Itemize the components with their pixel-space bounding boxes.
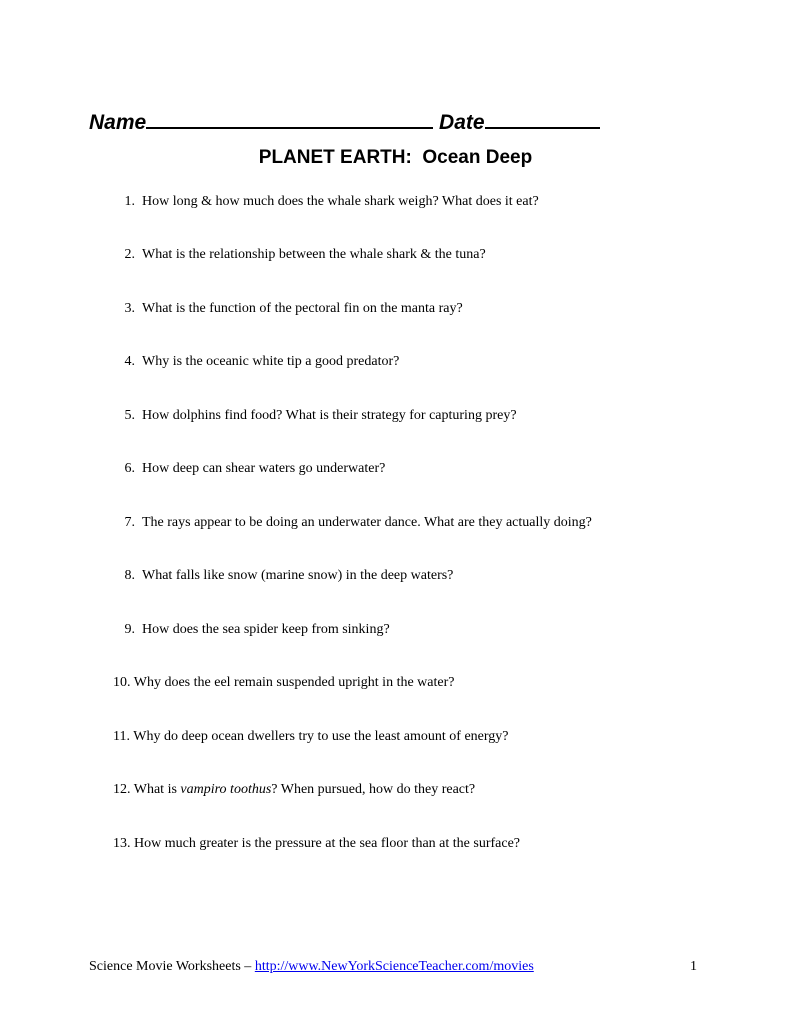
name-blank [146, 108, 433, 129]
question-text: Why does the eel remain suspended upright in the water? [133, 675, 455, 690]
question-number: 11. [113, 729, 130, 744]
question-5 [104, 409, 517, 423]
footer-link[interactable]: http://www.NewYorkScienceTeacher.com/movies [254, 959, 534, 974]
question-text: How does the sea spider keep from sinking? [142, 622, 390, 637]
date-label: Date [439, 111, 485, 134]
question-number: 8. [124, 568, 135, 583]
question-text: What falls like snow (marine snow) in the deep waters? [142, 568, 454, 583]
question-number: 10. [113, 675, 131, 690]
page-number: 1 [690, 959, 697, 974]
question-8 [104, 569, 453, 583]
footer [89, 960, 534, 974]
question-9 [104, 623, 390, 637]
question-text-end: ? When pursued, how do they react? [271, 782, 476, 797]
question-number: 7. [124, 515, 135, 530]
question-text: How dolphins find food? What is their strategy for capturing prey? [142, 408, 517, 423]
question-text: What is the function of the pectoral fin on the manta ray? [142, 301, 463, 316]
question-4 [104, 355, 399, 369]
question-1 [104, 195, 539, 209]
name-label: Name [89, 111, 147, 134]
question-6 [104, 462, 385, 476]
question-text: What is the relationship between the whale shark & the tuna? [142, 247, 486, 262]
question-number: 12. [113, 782, 131, 797]
question-number: 2. [124, 247, 135, 262]
page-title-text: PLANET EARTH: Ocean Deep [258, 147, 533, 168]
question-7 [104, 516, 592, 530]
question-number: 5. [124, 408, 135, 423]
question-number: 13. [113, 836, 131, 851]
question-number: 9. [124, 622, 135, 637]
question-text: How much greater is the pressure at the sea floor than at the surface? [134, 836, 521, 851]
question-12 [113, 783, 475, 797]
question-2 [104, 248, 486, 262]
question-number: 3. [124, 301, 135, 316]
question-number: 6. [124, 461, 135, 476]
date-blank [485, 108, 600, 129]
question-text-italic: vampiro toothus [180, 782, 272, 797]
question-number: 1. [124, 194, 135, 209]
question-13 [113, 837, 520, 851]
footer-label: Science Movie Worksheets – [89, 959, 255, 974]
question-10 [113, 676, 454, 690]
question-text: The rays appear to be doing an underwater dance. What are they actually doing? [142, 515, 592, 530]
name-date-line [89, 108, 600, 133]
question-text: How long & how much does the whale shark weigh? What does it eat? [142, 194, 539, 209]
question-3 [104, 302, 463, 316]
question-text: Why is the oceanic white tip a good predator? [142, 354, 400, 369]
page-title [0, 148, 791, 167]
question-text-start: What is [133, 782, 181, 797]
question-11 [113, 730, 509, 744]
question-text: How deep can shear waters go underwater? [142, 461, 386, 476]
question-text: Why do deep ocean dwellers try to use the least amount of energy? [133, 729, 509, 744]
question-number: 4. [124, 354, 135, 369]
